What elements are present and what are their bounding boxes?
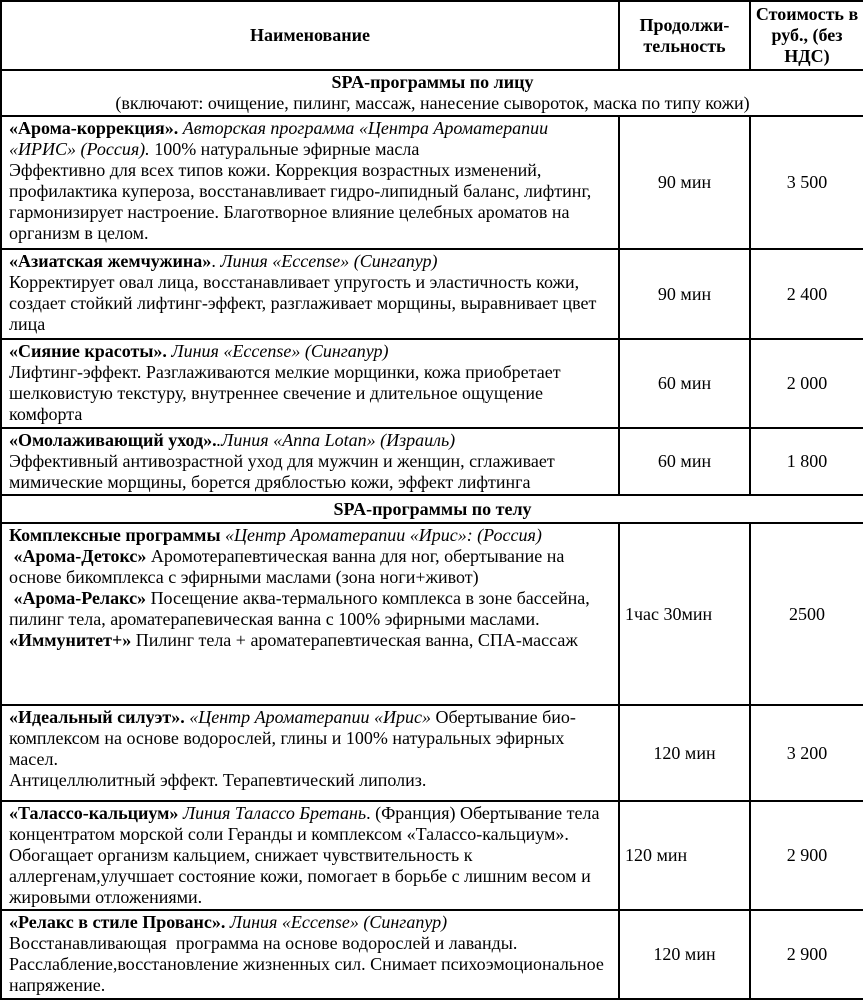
text-run: «Сияние красоты». xyxy=(9,341,172,361)
duration-cell: 90 мин xyxy=(619,249,750,339)
text-run: «Арома-Релакс» xyxy=(9,588,151,608)
text-run: «Талассо-кальциум» xyxy=(9,803,183,823)
text-run: Обертывание био-комплексом на основе водорослей, глины и 100% натуральных эфирных масел. xyxy=(9,707,576,769)
service-name-cell xyxy=(1,801,619,910)
text-run: Лифтинг-эффект. Разглаживаются мелкие морщинки, кожа приобретает шелковистую текстуру, внутреннее свечение и длительное ощущение комфорта xyxy=(9,362,566,424)
duration-cell: 120 мин xyxy=(619,910,750,999)
price-cell: 3 500 xyxy=(750,116,863,249)
text-run: Аромотерапевтическая ванна для ног, обертывание на основе бикомплекса с эфирными маслами (зона ноги+живот) xyxy=(9,546,569,587)
service-name-cell xyxy=(1,705,619,801)
price-cell: 3 200 xyxy=(750,705,863,801)
text-run: «Арома-коррекция». xyxy=(9,118,183,138)
text-run: «Центр Ароматерапии «Ирис» xyxy=(189,707,436,727)
text-run: . (Франция) Обертывание тела концентратом морской соли Геранды и комплексом «Талассо-кальциум». Обогащает организм кальцием, снижает чувствительность к аллергенам,улучшает состояние кожи, помогает в борьбе с лишним весом и жировыми отложениями. xyxy=(9,803,613,907)
duration-cell: 90 мин xyxy=(619,116,750,249)
duration-cell: 60 мин xyxy=(619,428,750,495)
section-header-face xyxy=(1,70,863,116)
column-header-duration: Продолжи-тельность xyxy=(619,1,750,70)
section-face-title: SPA-программы по лицу xyxy=(331,72,534,92)
duration-cell: 1час 30мин xyxy=(619,523,750,705)
text-run: 100% натуральные эфирные масла xyxy=(154,139,420,159)
text-run: Восстанавливающая программа на основе водорослей и лаванды. Расслабление,восстановление жизненных сил. Снимает психоэмоциональное напряжение. xyxy=(9,933,609,995)
text-run: Посещение аква-термального комплекса в зоне бассейна, пилинг тела, ароматерапевическая ванна с 100% эфирными маслами. xyxy=(9,588,595,629)
price-cell: 1 800 xyxy=(750,428,863,495)
text-run: «Идеальный силуэт». xyxy=(9,707,190,727)
service-name-cell xyxy=(1,116,619,249)
text-run: «Азиатская жемчужина» xyxy=(9,251,212,271)
price-cell: 2 000 xyxy=(750,339,863,428)
table-row xyxy=(1,339,863,428)
header-row xyxy=(1,1,863,70)
table-row xyxy=(1,116,863,249)
text-run: «Центр Ароматерапии «Ирис»: (Россия) xyxy=(225,525,542,545)
text-run: «Омолаживающий уход». xyxy=(9,430,217,450)
text-run: Пилинг тела + ароматерапевтическая ванна, СПА-массаж xyxy=(135,630,578,650)
column-header-price: Стоимость в руб., (без НДС) xyxy=(750,1,863,70)
text-run: Эффективно для всех типов кожи. Коррекция возрастных изменений, профилактика купероза, восстанавливает гидро-липидный баланс, лифтинг, гармонизирует настроение. Благотворное влияние целебных ароматов на организм в целом. xyxy=(9,160,596,243)
text-run: Комплексные программы xyxy=(9,525,225,545)
text-run: Линия «Eccense» (Сингапур) xyxy=(229,912,448,932)
price-cell: 2 900 xyxy=(750,910,863,999)
service-name-cell xyxy=(1,428,619,495)
table-row xyxy=(1,910,863,999)
text-run: Антицеллюлитный эффект. Терапевтический липолиз. xyxy=(9,770,427,790)
table-row xyxy=(1,705,863,801)
text-run: .Линия «Anna Lotan» (Израиль) xyxy=(216,430,456,450)
text-run: Эффективный антивозрастной уход для мужчин и женщин, сглаживает мимические морщины, борется дряблостью кожи, эффект лифтинга xyxy=(9,451,560,492)
price-cell: 2 400 xyxy=(750,249,863,339)
section-body-title: SPA-программы по телу xyxy=(333,498,532,519)
price-cell: 2 900 xyxy=(750,801,863,910)
section-header-body xyxy=(1,495,863,523)
table-row xyxy=(1,523,863,705)
text-run: . xyxy=(211,251,221,271)
text-run: Линия «Eccense» (Сингапур) xyxy=(220,251,438,271)
service-name-cell xyxy=(1,249,619,339)
text-run: «Арома-Детокс» xyxy=(9,546,151,566)
column-header-name: Наименование xyxy=(1,1,619,70)
table-row xyxy=(1,249,863,339)
duration-cell: 120 мин xyxy=(619,801,750,910)
section-face-subtitle: (включают: очищение, пилинг, массаж, нанесение сывороток, маска по типу кожи) xyxy=(115,93,750,113)
text-run: Корректирует овал лица, восстанавливает упругость и эластичность кожи, создает стойкий лифтинг-эффект, разглаживает морщины, выравнивает цвет лица xyxy=(9,272,601,334)
text-run: Линия Талассо Бретань xyxy=(182,803,367,823)
text-run: Линия «Eccense» (Сингапур) xyxy=(171,341,389,361)
service-name-cell xyxy=(1,523,619,705)
duration-cell: 60 мин xyxy=(619,339,750,428)
text-run: Авторская программа «Центра Ароматерапии «ИРИС» (Россия). xyxy=(9,118,553,159)
text-run: «Иммунитет+» xyxy=(9,630,136,650)
text-run: «Релакс в стиле Прованс». xyxy=(9,912,230,932)
service-name-cell xyxy=(1,339,619,428)
table-row xyxy=(1,801,863,910)
table-row xyxy=(1,428,863,495)
duration-cell: 120 мин xyxy=(619,705,750,801)
price-cell: 2500 xyxy=(750,523,863,705)
service-name-cell xyxy=(1,910,619,999)
